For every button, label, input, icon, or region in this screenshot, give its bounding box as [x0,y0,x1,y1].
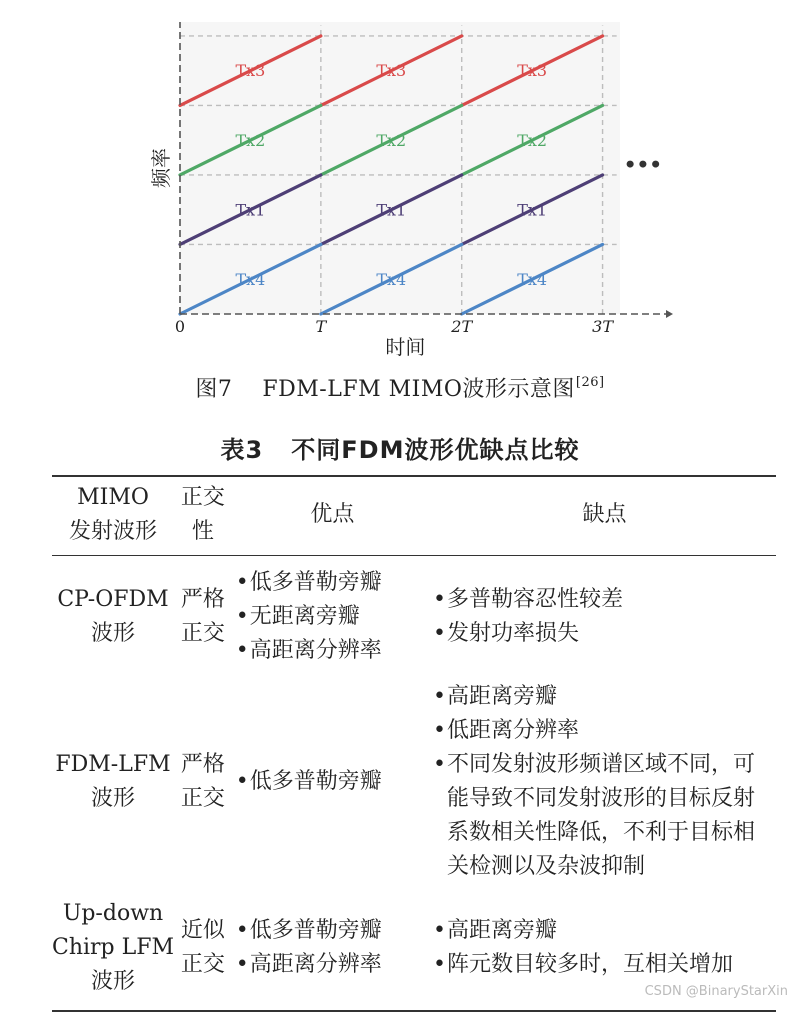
series-label-tx4: Tx4 [517,269,548,289]
cell-orthogonality [174,886,232,1011]
figure-caption [0,372,800,403]
cell-pros [232,556,429,679]
cell-waveform [52,678,174,886]
table-row [52,556,776,679]
cell-cons [429,678,776,886]
cell-waveform [52,556,174,679]
series-label-tx3: Tx3 [235,61,266,81]
cell-line: Up-down [62,901,164,926]
table-header-row [52,476,776,556]
y-axis-label: 频率 [149,148,173,188]
x-axis-label: 时间 [385,335,426,359]
cell-line: 正交 [180,952,225,977]
cell-orthogonality [174,556,232,679]
series-label-tx1: Tx1 [235,200,266,220]
cell-line: 正交 [180,621,225,646]
header-cons: 缺点 [429,476,776,556]
table-title-label: 表3 [220,436,264,464]
con-item: • 阵元数目较多时，互相关增加 [433,948,776,982]
x-tick-label: T [315,317,327,336]
header-orthogonality-line: 性 [191,519,214,544]
cell-line: 严格 [180,752,225,777]
series-label-tx1: Tx1 [376,200,407,220]
pro-item: • 高距离分辨率 [236,634,429,668]
con-item: • 发射功率损失 [433,617,776,651]
series-label-tx1: Tx1 [517,200,548,220]
pro-item: • 低多普勒旁瓣 [236,566,429,600]
pro-item: • 无距离旁瓣 [236,600,429,634]
header-pros: 优点 [232,476,429,556]
header-waveform [52,476,174,556]
header-orthogonality [174,476,232,556]
header-waveform-line: MIMO [77,485,149,510]
cell-orthogonality [174,678,232,886]
fdm-lfm-waveform-chart [0,0,800,370]
x-tick-label: 0 [174,317,186,336]
cell-line: 正交 [180,786,225,811]
series-label-tx2: Tx2 [376,130,407,150]
series-label-tx4: Tx4 [376,269,407,289]
con-item: • 高距离旁瓣 [433,680,776,714]
cell-line: 波形 [91,969,136,994]
x-axis-arrow [666,310,673,318]
header-waveform-line: 发射波形 [69,519,158,544]
series-label-tx3: Tx3 [376,61,407,81]
series-label-tx2: Tx2 [517,130,548,150]
cell-line: 严格 [180,587,225,612]
series-label-tx2: Tx2 [235,130,266,150]
cell-line: 波形 [91,786,136,811]
table-title [0,430,800,465]
figure-caption-ref: [26] [575,375,605,390]
cell-line: FDM-LFM [55,752,171,777]
con-item: • 低距离分辨率 [433,714,776,748]
x-tick-label: 3T [592,317,614,336]
cell-pros [232,678,429,886]
x-tick-label: 2T [451,317,473,336]
pro-item: • 高距离分辨率 [236,948,429,982]
cell-line: 近似 [180,918,225,943]
continuation-marker: ••• [623,152,663,177]
cell-waveform [52,886,174,1011]
cell-line: 波形 [91,621,136,646]
series-label-tx3: Tx3 [517,61,548,81]
cell-pros [232,886,429,1011]
header-orthogonality-line: 正交 [180,485,225,510]
con-item: • 多普勒容忍性较差 [433,583,776,617]
cell-line: Chirp LFM [52,935,175,960]
con-item: • 不同发射波形频谱区域不同，可能导致不同发射波形的目标反射系数相关性降低，不利于目标相关检测以及杂波抑制 [433,748,776,884]
figure-caption-label: 图7 [195,377,233,402]
series-label-tx4: Tx4 [235,269,266,289]
watermark: CSDN @BinaryStarXin [644,984,788,999]
con-item: • 高距离旁瓣 [433,914,776,948]
cell-line: CP-OFDM [57,587,169,612]
table-row [52,678,776,886]
pro-item: • 低多普勒旁瓣 [236,765,429,799]
pro-item: • 低多普勒旁瓣 [236,914,429,948]
table-title-text: 不同FDM波形优缺点比较 [291,436,580,464]
figure-caption-title: FDM-LFM MIMO波形示意图 [262,377,575,402]
cell-cons [429,556,776,679]
comparison-table [52,475,776,1012]
